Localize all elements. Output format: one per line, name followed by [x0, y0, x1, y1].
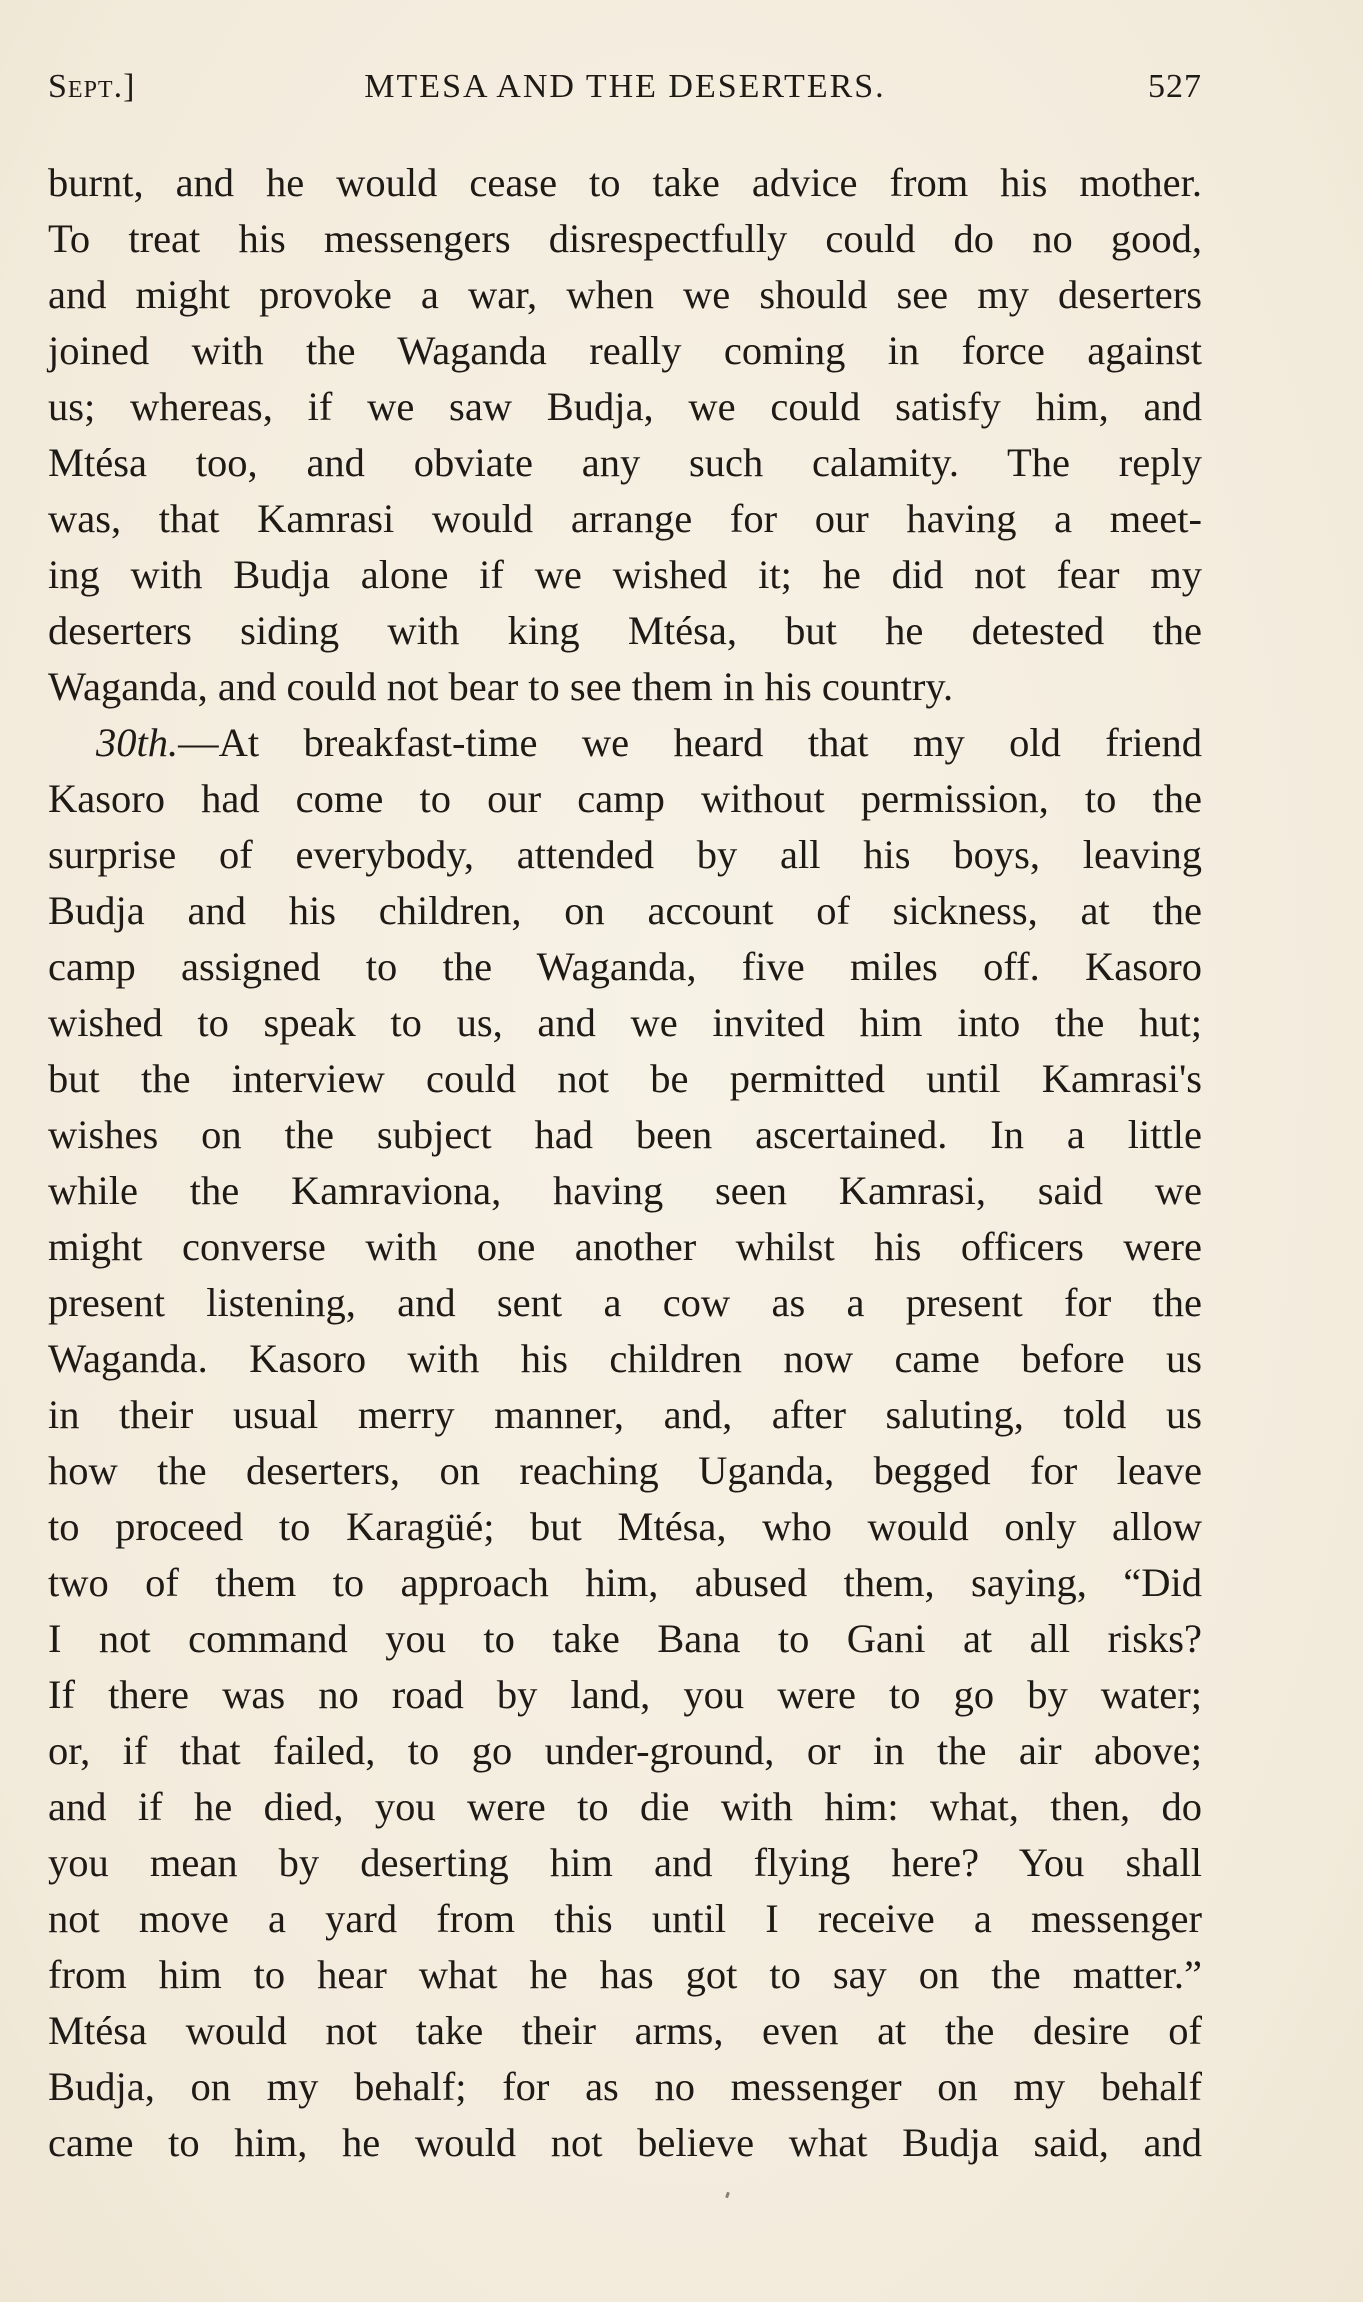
text-line: Kasoro had come to our camp without permission, to the: [48, 776, 1202, 821]
text-line: Waganda. Kasoro with his children now came before us: [48, 1336, 1202, 1381]
text-line: Mtésa would not take their arms, even at the desire of: [48, 2008, 1202, 2053]
text-line: from him to hear what he has got to say on the matter.”: [48, 1952, 1202, 1997]
text-line: and if he died, you were to die with him: what, then, do: [48, 1784, 1202, 1829]
text-line: while the Kamraviona, having seen Kamrasi, said we: [48, 1168, 1202, 1213]
page-number: 527: [1148, 68, 1202, 105]
text-line: how the deserters, on reaching Uganda, begged for leave: [48, 1448, 1202, 1493]
text-line: might converse with one another whilst his officers were: [48, 1224, 1202, 1269]
date-label: 30th.: [96, 720, 179, 765]
text-line: wishes on the subject had been ascertained. In a little: [48, 1112, 1202, 1157]
running-head-month: Sept.]: [48, 68, 136, 105]
text-line: burnt, and he would cease to take advice from his mother.: [48, 160, 1202, 205]
text-line: To treat his messengers disrespectfully could do no good,: [48, 216, 1202, 261]
text-line: two of them to approach him, abused them, saying, “Did: [48, 1560, 1202, 1605]
text-line: ing with Budja alone if we wished it; he did not fear my: [48, 552, 1202, 597]
text-line: you mean by deserting him and flying here? You shall: [48, 1840, 1202, 1885]
text-line: not move a yard from this until I receive a messenger: [48, 1896, 1202, 1941]
body-text: [48, 155, 1202, 2171]
paragraph-first-line: [48, 715, 1202, 771]
text-line: but the interview could not be permitted until Kamrasi's: [48, 1056, 1202, 1101]
text-line: wished to speak to us, and we invited him into the hut;: [48, 1000, 1202, 1045]
text-line: and might provoke a war, when we should see my deserters: [48, 272, 1202, 317]
running-head: [48, 68, 1202, 118]
text-line: Budja, on my behalf; for as no messenger on my behalf: [48, 2064, 1202, 2109]
text-line: Budja and his children, on account of sickness, at the: [48, 888, 1202, 933]
text-line: deserters siding with king Mtésa, but he detested the: [48, 608, 1202, 653]
text-line: I not command you to take Bana to Gani at all risks?: [48, 1616, 1202, 1661]
text-line: us; whereas, if we saw Budja, we could satisfy him, and: [48, 384, 1202, 429]
text-line: If there was no road by land, you were to go by water;: [48, 1672, 1202, 1717]
paper-speck: [725, 2192, 730, 2199]
text-line: Mtésa too, and obviate any such calamity. The reply: [48, 440, 1202, 485]
text-line: in their usual merry manner, and, after saluting, told us: [48, 1392, 1202, 1437]
text-fragment: —At breakfast-time we heard that my old friend: [178, 720, 1202, 765]
text-line: came to him, he would not believe what Budja said, and: [48, 2120, 1202, 2165]
text-line: or, if that failed, to go under-ground, or in the air above;: [48, 1728, 1202, 1773]
text-line: was, that Kamrasi would arrange for our having a meet-: [48, 496, 1202, 541]
text-line: Waganda, and could not bear to see them in his country.: [48, 664, 954, 709]
text-line: present listening, and sent a cow as a present for the: [48, 1280, 1202, 1325]
running-head-title: MTESA AND THE DESERTERS.: [364, 68, 886, 105]
text-line: joined with the Waganda really coming in force against: [48, 328, 1202, 373]
text-line: surprise of everybody, attended by all his boys, leaving: [48, 832, 1202, 877]
text-line: camp assigned to the Waganda, five miles off. Kasoro: [48, 944, 1202, 989]
text-line: to proceed to Karagüé; but Mtésa, who would only allow: [48, 1504, 1202, 1549]
